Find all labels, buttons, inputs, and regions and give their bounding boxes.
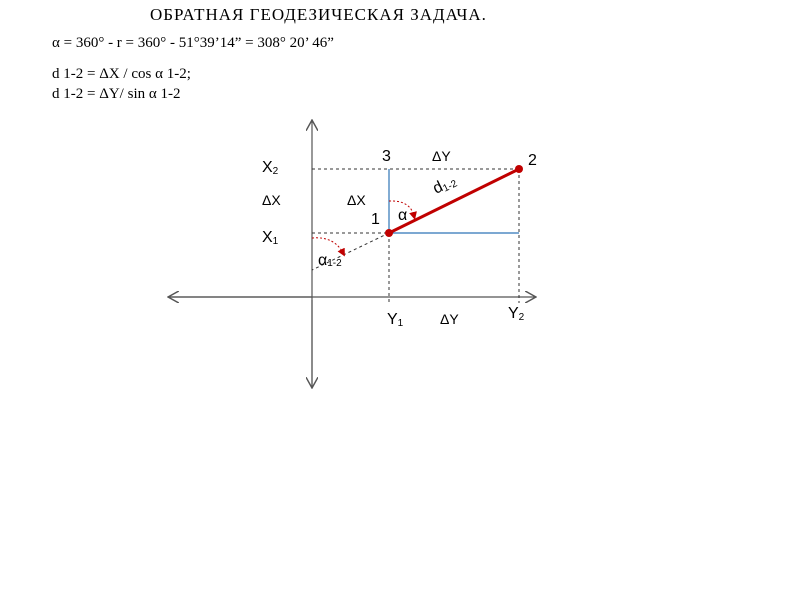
alpha12-subscript: 1-2 [327, 258, 342, 269]
delta-x-left-label: ΔX [262, 192, 281, 208]
point-3-label: 3 [382, 148, 391, 165]
svg-text:Y1 [387, 311, 404, 329]
delta-x-middle-label: ΔX [347, 192, 366, 208]
distance-sin-formula: d 1-2 = ΔY/ sin α 1-2 [52, 86, 181, 102]
x2-subscript: 2 [272, 166, 279, 177]
delta-y-top-label: ΔY [432, 148, 451, 164]
page-title: ОБРАТНАЯ ГЕОДЕЗИЧЕСКАЯ ЗАДАЧА. [150, 5, 487, 24]
d12-label: d [430, 178, 446, 198]
x1-subscript: 1 [272, 236, 279, 247]
x2-label: X [262, 159, 273, 176]
point-1-label: 1 [371, 211, 380, 228]
point-2-label: 2 [528, 152, 537, 169]
y1-subscript: 1 [397, 318, 404, 329]
point-2-marker [515, 165, 523, 173]
svg-text:X1 [262, 229, 279, 247]
svg-text:Y2 [508, 305, 525, 323]
point-1-marker [385, 229, 393, 237]
alpha12-label: α [318, 252, 328, 269]
x1-label: X [262, 229, 273, 246]
delta-y-bottom-label: ΔY [440, 311, 459, 327]
y2-label: Y [508, 305, 519, 322]
alpha-label: α [398, 207, 408, 224]
svg-text:α1-2 [318, 252, 342, 269]
y2-subscript: 2 [518, 312, 525, 323]
alpha12-arc [312, 238, 343, 253]
svg-text:d1-2 [430, 172, 459, 199]
distance-cos-formula: d 1-2 = ΔX / cos α 1-2; [52, 66, 191, 82]
azimuth-formula: α = 360° - r = 360° - 51°39’14” = 308° 20’ 46” [52, 35, 334, 51]
y1-label: Y [387, 311, 398, 328]
d12-subscript: 1-2 [441, 178, 460, 195]
svg-text:X2 [262, 159, 279, 177]
